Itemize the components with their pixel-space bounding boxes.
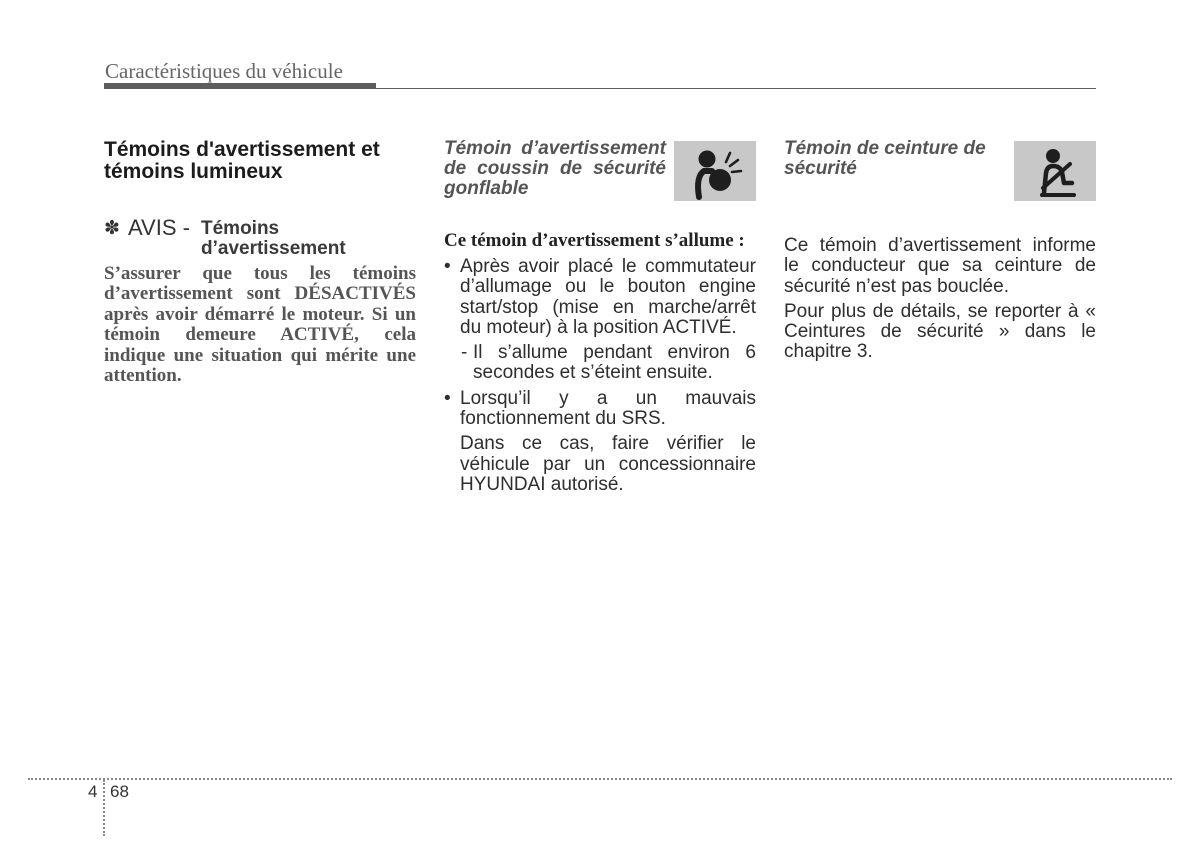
list-item [444,257,756,384]
paragraph [784,236,1096,297]
section-title: Caractéristiques du véhicule [105,59,343,83]
notice-block [104,215,416,260]
seatbelt-warning-heading [784,139,1006,179]
sub-item-line: Il s’allume pendant environ 6 [473,342,756,364]
list-item-line: start/stop (mise en marche/arrêt [460,296,756,318]
notice-label: AVIS - [128,215,190,240]
seatbelt-indicator-box [1014,141,1096,201]
paragraph-line: Ceintures de sécurité » dans le [784,321,1096,343]
paragraph-line: chapitre 3. [784,341,873,363]
sub-item-line: secondes et s’éteint ensuite. [473,362,713,384]
paragraph-line: S’assurer que tous les témoins [104,263,416,284]
bullet-marker: • [444,256,451,277]
airbag-warning-heading [444,139,666,199]
notice-asterisk-icon: ✽ [104,217,120,239]
page-number: 68 [110,782,129,801]
footer-page-separator [103,780,105,836]
condition-list [444,257,756,495]
airbag-warning-icon [674,141,756,201]
note-line: HYUNDAI autorisé. [460,473,624,495]
note-line: véhicule par un concessionnaire [460,453,756,475]
header-rule-thin [376,88,1096,90]
notice-title [201,219,346,259]
section-heading [104,139,416,182]
list-item [444,389,756,495]
paragraph-line: sécurité n’est pas bouclée. [784,275,1009,297]
notice-title-line: d’avertissement [201,238,346,259]
paragraph-line: témoin demeure ACTIVÉ, cela [104,324,416,346]
note-line: Dans ce cas, faire vérifier le [460,433,756,455]
header-rule-thick [104,83,376,89]
footer-divider [28,778,1172,780]
list-item-line: du moteur) à la position ACTIVÉ. [460,316,737,338]
list-item-line: Après avoir placé le commutateur [460,256,756,277]
list-item-note [460,434,756,495]
heading-line: Témoin d’avertissement [444,138,666,159]
dash-marker: - [461,342,468,364]
list-item-line: Lorsqu’il y a un mauvais [460,387,756,409]
paragraph-line: Pour plus de détails, se reporter à « [784,300,1096,322]
heading-line: témoins lumineux [104,159,283,183]
paragraph-line: d’avertissement sont DÉSACTIVÉS [104,283,416,305]
seatbelt-description [784,236,1096,363]
airbag-subheading: Ce témoin d’avertissement s’allume : [444,230,745,251]
heading-line: sécurité [784,158,857,179]
notice-paragraph [104,264,416,386]
paragraph [784,302,1096,363]
paragraph-line: le conducteur que sa ceinture de [784,255,1096,277]
paragraph-line: indique une situation qui mérite une [104,344,416,366]
list-item-line: d’allumage ou le bouton engine [460,276,756,298]
chapter-number: 4 [88,782,98,801]
heading-line: Témoin de ceinture de [784,138,986,159]
paragraph-line: attention. [104,365,182,387]
sub-list-item [444,343,756,384]
notice-title-line: Témoins [201,218,280,239]
heading-line: gonflable [444,178,529,199]
heading-line: de coussin de sécurité [444,158,666,179]
paragraph-line: Ce témoin d’avertissement informe [784,235,1096,256]
seatbelt-warning-icon [1014,141,1096,201]
paragraph-line: après avoir démarré le moteur. Si un [104,303,416,325]
bullet-marker: • [444,387,451,409]
list-item-line: fonctionnement du SRS. [460,408,666,430]
heading-line: Témoins d'avertissement et [104,138,380,161]
airbag-indicator-box [674,141,756,201]
